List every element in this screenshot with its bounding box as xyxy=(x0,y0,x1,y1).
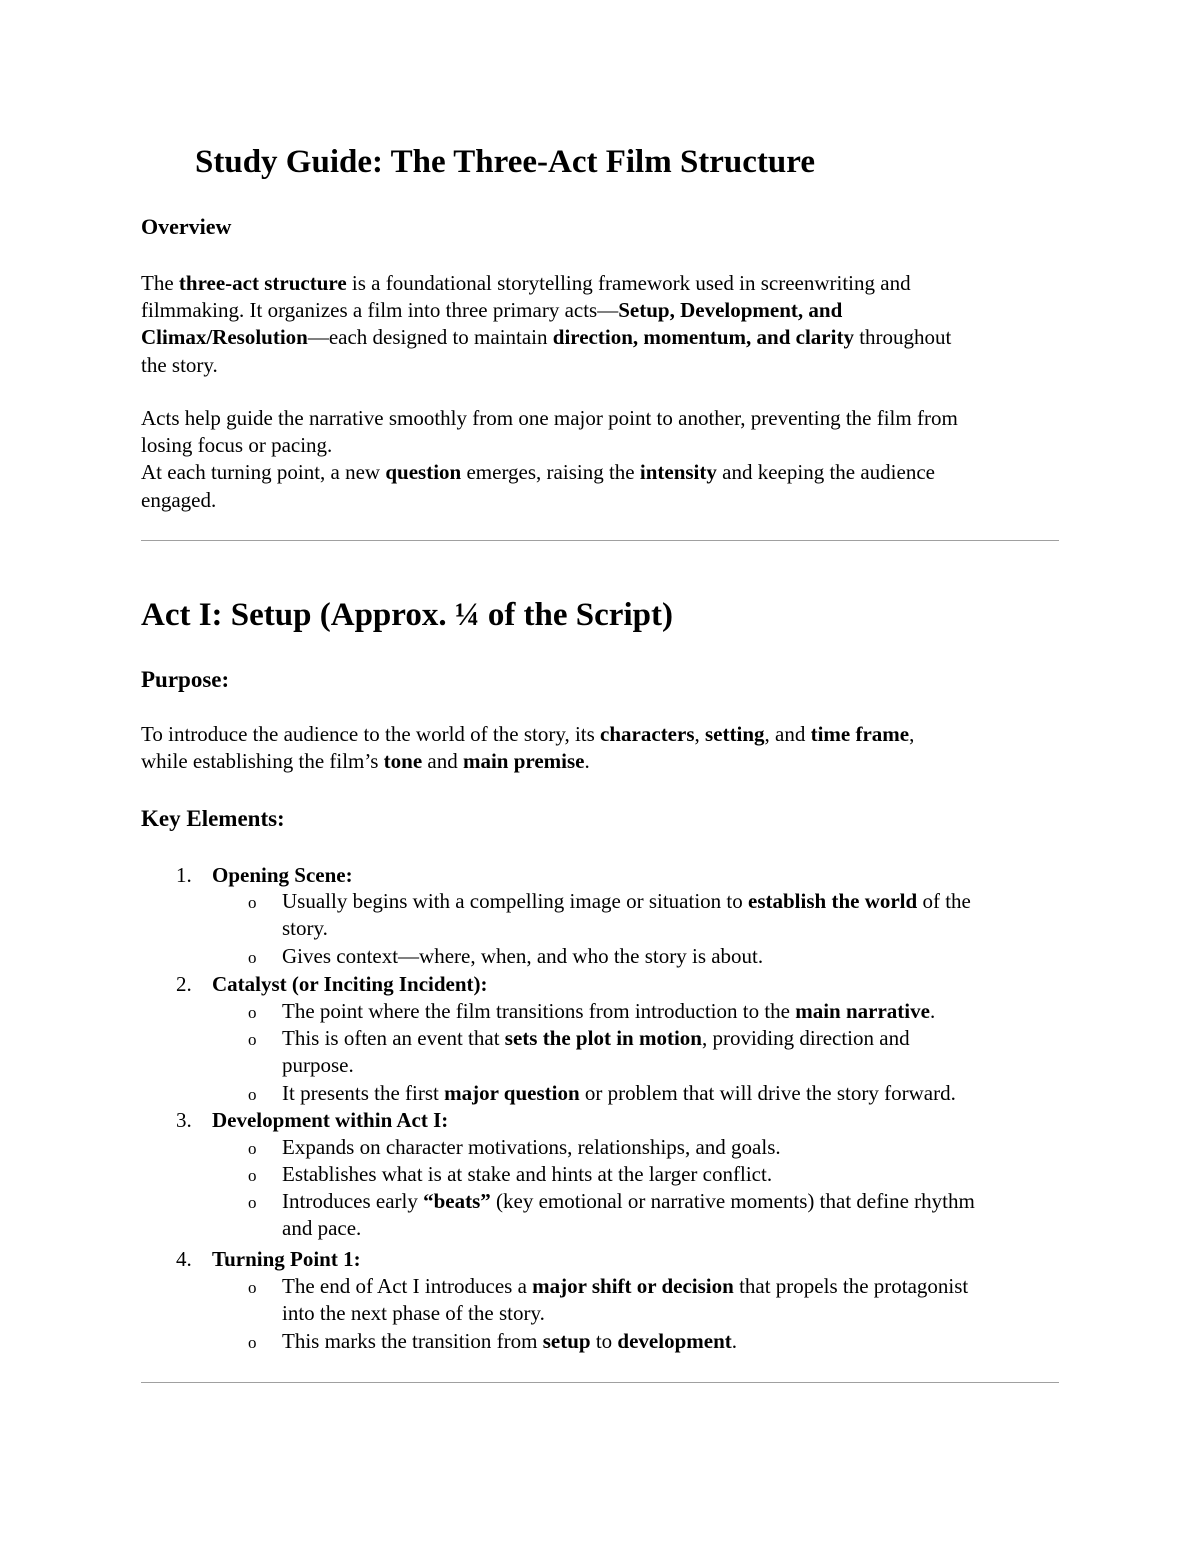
list-number: 2. xyxy=(176,972,192,996)
text-line: filmmaking. It organizes a film into three primary acts—Setup, Development, and xyxy=(141,298,843,323)
list-item-title: Development within Act I: xyxy=(212,1108,449,1132)
text-line: engaged. xyxy=(141,487,217,512)
bullet-text xyxy=(282,1080,956,1107)
text-line: and pace. xyxy=(282,1216,362,1241)
purpose-paragraph xyxy=(141,721,1071,775)
bold-term: Climax/Resolution xyxy=(141,325,308,350)
bullet-marker: o xyxy=(248,893,257,912)
purpose-heading: Purpose: xyxy=(141,667,230,692)
bullet-text xyxy=(282,1328,737,1355)
bold-term: direction, momentum, and clarity xyxy=(552,325,854,350)
text-line: the story. xyxy=(141,352,218,377)
act1-heading: Act I: Setup (Approx. ¼ of the Script) xyxy=(141,597,673,633)
bold-term: setting xyxy=(705,722,765,746)
bullet-marker: o xyxy=(248,1085,257,1104)
overview-paragraph-1 xyxy=(141,270,1071,379)
bullet-marker: o xyxy=(248,1030,257,1049)
bullet-marker: o xyxy=(248,1166,257,1185)
bullet-marker: o xyxy=(248,1193,257,1212)
bold-term: tone xyxy=(383,749,423,774)
list-number: 1. xyxy=(176,863,192,887)
bullet-text xyxy=(282,1188,975,1242)
text-line: into the next phase of the story. xyxy=(282,1301,545,1326)
list-number: 4. xyxy=(176,1247,192,1271)
bullet-marker: o xyxy=(248,1333,257,1352)
text-line: while establishing the film’s tone and main premise. xyxy=(141,749,590,774)
bold-term: major question xyxy=(444,1081,580,1105)
bullet-text xyxy=(282,1161,772,1188)
bold-term: three-act structure xyxy=(178,271,347,295)
bullet-text xyxy=(282,888,971,942)
bold-term: Setup, Development, and xyxy=(618,298,843,323)
bullet-marker: o xyxy=(248,1139,257,1158)
bold-term: intensity xyxy=(639,460,717,485)
list-item-title: Opening Scene: xyxy=(212,863,353,887)
bullet-marker: o xyxy=(248,1003,257,1022)
bold-term: characters xyxy=(600,722,695,746)
text-line: This is often an event that sets the plot in motion, providing direction and xyxy=(282,1026,910,1050)
text-line: purpose. xyxy=(282,1053,354,1078)
text-line: At each turning point, a new question emerges, raising the intensity and keeping the audience xyxy=(141,460,935,485)
document-title: Study Guide: The Three-Act Film Structure xyxy=(195,144,815,180)
text-line: The point where the film transitions from introduction to the main narrative. xyxy=(282,999,936,1023)
bold-term: development xyxy=(617,1329,732,1353)
text-line: Establishes what is at stake and hints at the larger conflict. xyxy=(282,1162,773,1186)
text-line: Climax/Resolution—each designed to maintain direction, momentum, and clarity throughout xyxy=(141,325,952,350)
text-line: Acts help guide the narrative smoothly from one major point to another, preventing the film from xyxy=(141,406,958,430)
overview-paragraph-2 xyxy=(141,405,1071,514)
list-item-title: Catalyst (or Inciting Incident): xyxy=(212,972,488,996)
bullet-text xyxy=(282,998,935,1025)
horizontal-rule xyxy=(141,540,1059,541)
bullet-text xyxy=(282,1025,910,1079)
list-item-title: Turning Point 1: xyxy=(212,1247,361,1271)
text-line: It presents the first major question or problem that will drive the story forward. xyxy=(282,1081,956,1105)
text-line: story. xyxy=(282,916,328,941)
text-line: This marks the transition from setup to development. xyxy=(282,1329,737,1353)
bold-term: time frame xyxy=(810,722,910,746)
text-line: Gives context—where, when, and who the story is about. xyxy=(282,944,764,968)
bold-term: setup xyxy=(542,1329,591,1353)
bold-term: “beats” xyxy=(423,1189,491,1213)
bold-term: sets the plot in motion xyxy=(504,1026,702,1050)
bullet-text xyxy=(282,943,763,970)
text-line: The end of Act I introduces a major shift or decision that propels the protagonist xyxy=(282,1274,969,1298)
text-line: Introduces early “beats” (key emotional or narrative moments) that define rhythm xyxy=(282,1189,975,1213)
list-number: 3. xyxy=(176,1108,192,1132)
text-line: Usually begins with a compelling image or situation to establish the world of the xyxy=(282,889,971,913)
bold-term: major shift or decision xyxy=(532,1274,734,1298)
bold-term: main premise xyxy=(462,749,585,774)
bullet-marker: o xyxy=(248,1278,257,1297)
key-elements-heading: Key Elements: xyxy=(141,806,285,831)
bullet-marker: o xyxy=(248,948,257,967)
bullet-text xyxy=(282,1273,968,1327)
text-line: To introduce the audience to the world of the story, its characters, setting, and time frame, xyxy=(141,722,915,746)
bold-term: question xyxy=(385,460,462,485)
text-line: The three-act structure is a foundational storytelling framework used in screenwriting and xyxy=(141,271,911,295)
bold-term: establish the world xyxy=(748,889,918,913)
text-line: losing focus or pacing. xyxy=(141,433,333,458)
bullet-text xyxy=(282,1134,781,1161)
text-line: Expands on character motivations, relationships, and goals. xyxy=(282,1135,781,1159)
bold-term: main narrative xyxy=(795,999,930,1023)
horizontal-rule xyxy=(141,1382,1059,1383)
overview-heading: Overview xyxy=(141,214,232,239)
